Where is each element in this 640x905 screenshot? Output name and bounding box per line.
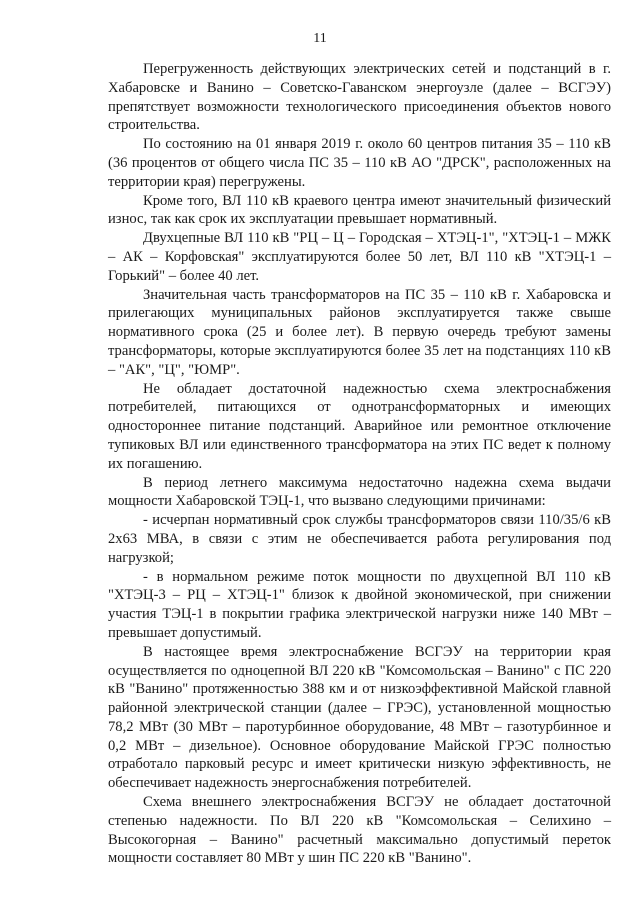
paragraph-double-circuit-lines: Двухцепные ВЛ 110 кВ "РЦ – Ц – Городская – ХТЭЦ-1", "ХТЭЦ-1 – МЖК – АК – Корфовская" эксплуатируются более 50 лет, ВЛ 110 кВ "ХТЭЦ-1 – Горький" – более 40 лет. bbox=[108, 230, 611, 284]
paragraph-external-supply: Схема внешнего электроснабжения ВСГЭУ не обладает достаточной степенью надежности. По ВЛ 220 кВ "Комсомольская – Селихино – Высокогорная – Ванино" расчетный максимально допустимый переток мощности составляет 80 МВт у шин ПС 220 кВ "Ванино". bbox=[108, 794, 611, 867]
paragraph-wear: Кроме того, ВЛ 110 кВ краевого центра имеют значительный физический износ, так как срок их эксплуатации превышает нормативный. bbox=[108, 192, 611, 228]
paragraph-vsgeu-supply: В настоящее время электроснабжение ВСГЭУ на территории края осуществляется по одноцепной ВЛ 220 кВ "Комсомольская – Ванино" с ПС 220 кВ "Ванино" протяженностью 388 км и от низкоэффективной Майской главной районной электрической станции (далее – ГРЭС), установленной мощностью 78,2 МВт (30 МВт – паротурбинное оборудование, 48 МВт – газотурбинное и 0,2 МВт – дизельное). Основное оборудование Майской ГРЭС полностью отработало парковый ресурс и имеет критически низкую эффективность, не обеспечивает надежность энергоснабжения потребителей. bbox=[108, 643, 611, 792]
paragraph-reliability: Не обладает достаточной надежностью схема электроснабжения потребителей, питающихся от однотрансформаторных и имеющих одностороннее питание подстанций. Аварийное или ремонтное отключение тупиковых ВЛ или единственного трансформатора на этих ПС ведет к полному их погашению. bbox=[108, 380, 611, 472]
paragraph-summer-peak: В период летнего максимума недостаточно надежна схема выдачи мощности Хабаровской ТЭЦ-1, что вызвано следующими причинами: bbox=[108, 474, 611, 510]
paragraph-transformers: Значительная часть трансформаторов на ПС 35 – 110 кВ г. Хабаровска и прилегающих муниципальных районов эксплуатируется также свыше нормативного срока (25 и более лет). В первую очередь требуют замены трансформаторы, которые эксплуатируются более 35 лет на подстанциях 110 кВ – "АК", "Ц", "ЮМР". bbox=[108, 286, 611, 378]
page-number: 11 bbox=[313, 31, 327, 46]
list-item-transformer-life: - исчерпан нормативный срок службы трансформаторов связи 110/35/6 кВ 2х63 МВА, в связи с этим не обеспечивается работа регулирования под нагрузкой; bbox=[108, 512, 611, 566]
paragraph-power-centers: По состоянию на 01 января 2019 г. около 60 центров питания 35 – 110 кВ (36 процентов от общего числа ПС 35 – 110 кВ АО "ДРСК", расположенных на территории края) перегружены. bbox=[108, 136, 611, 190]
document-body bbox=[108, 60, 611, 868]
paragraph-overload: Перегруженность действующих электрических сетей и подстанций в г. Хабаровске и Ванино – Советско-Гаванском энергоузле (далее – ВСГЭУ) препятствует возможности технологического присоединения объектов нового строительства. bbox=[108, 61, 611, 134]
list-item-power-flow: - в нормальном режиме поток мощности по двухцепной ВЛ 110 кВ "ХТЭЦ-3 – РЦ – ХТЭЦ-1" близок к двойной экономической, при снижении участия ТЭЦ-1 в покрытии графика электрической нагрузки ниже 140 МВт – превышает допустимый. bbox=[108, 568, 611, 641]
